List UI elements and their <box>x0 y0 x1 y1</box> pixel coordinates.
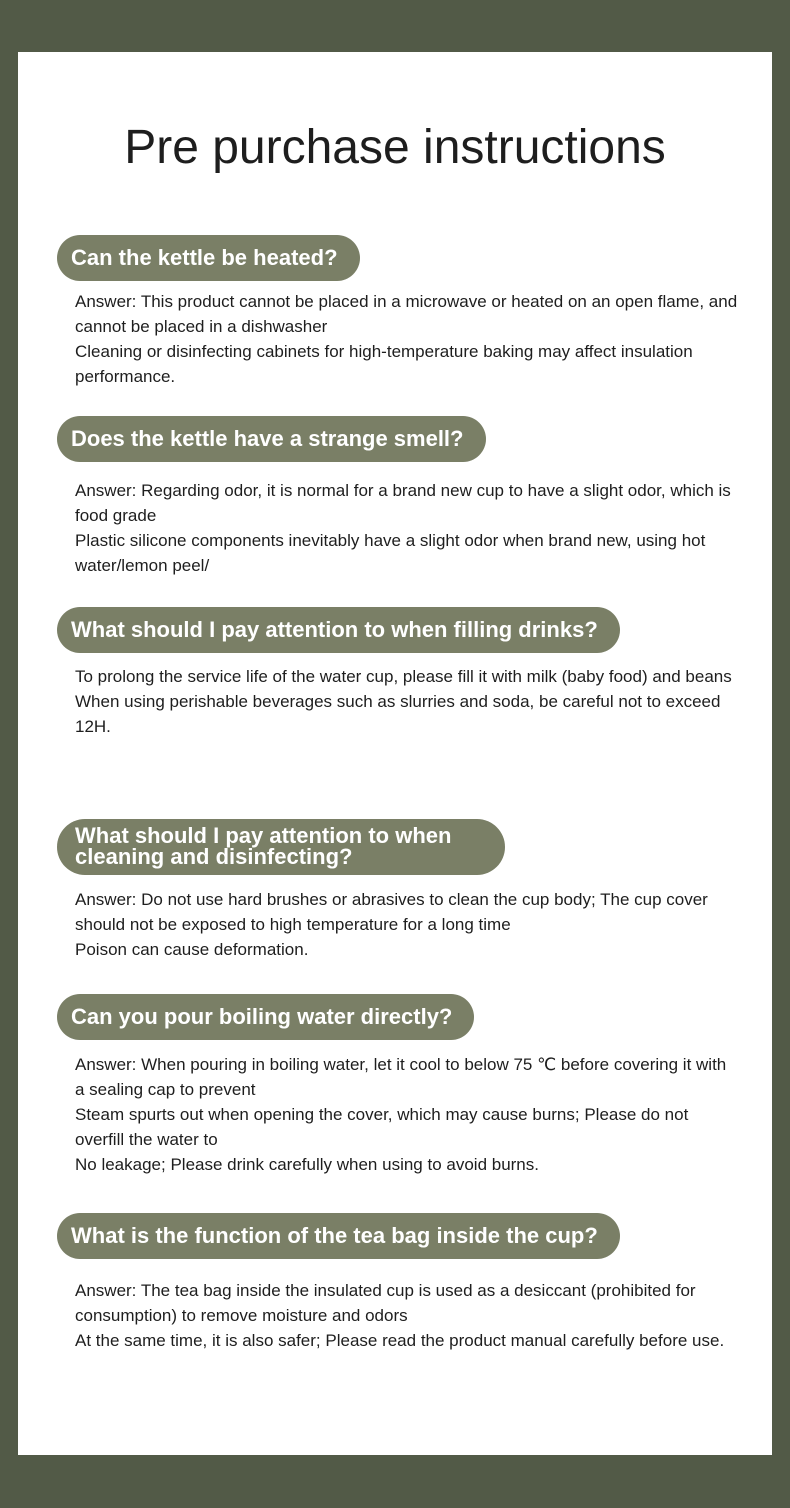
answer-paragraph: Plastic silicone components inevitably have a slight odor when brand new, using hot water/lemon peel/ <box>75 531 706 575</box>
answer-paragraph: Answer: Regarding odor, it is normal for a brand new cup to have a slight odor, which is food grade <box>75 481 731 525</box>
page-title: Pre purchase instructions <box>124 121 666 174</box>
answer-paragraph: Answer: When pouring in boiling water, let it cool to below 75 ℃ before covering it with a sealing cap to prevent <box>75 1055 727 1099</box>
answer-paragraph: Cleaning or disinfecting cabinets for high-temperature baking may affect insulation performance. <box>75 342 693 386</box>
answer-paragraph: When using perishable beverages such as slurries and soda, be careful not to exceed 12H. <box>75 692 721 736</box>
question-heading: Can you pour boiling water directly? <box>57 994 474 1040</box>
question-heading: Does the kettle have a strange smell? <box>57 416 486 462</box>
answer-text <box>75 887 740 962</box>
answer-paragraph: At the same time, it is also safer; Please read the product manual carefully before use. <box>75 1331 725 1350</box>
answer-paragraph: Answer: This product cannot be placed in a microwave or heated on an open flame, and cannot be placed in a dishwasher <box>75 292 738 336</box>
answer-paragraph: Poison can cause deformation. <box>75 940 309 959</box>
answer-paragraph: Answer: The tea bag inside the insulated cup is used as a desiccant (prohibited for consumption) to remove moisture and odors <box>75 1281 696 1325</box>
answer-text <box>75 289 740 389</box>
question-heading: What should I pay attention to when filling drinks? <box>57 607 620 653</box>
answer-paragraph: Steam spurts out when opening the cover, which may cause burns; Please do not overfill the water to <box>75 1105 689 1149</box>
question-heading: What is the function of the tea bag inside the cup? <box>57 1213 620 1259</box>
question-heading: What should I pay attention to when cleaning and disinfecting? <box>57 819 505 875</box>
content-card <box>18 52 772 1455</box>
answer-text <box>75 664 740 739</box>
answer-paragraph: Answer: Do not use hard brushes or abrasives to clean the cup body; The cup cover should not be exposed to high temperature for a long time <box>75 890 708 934</box>
answer-text <box>75 1278 740 1353</box>
answer-text <box>75 1052 740 1177</box>
question-heading: Can the kettle be heated? <box>57 235 360 281</box>
answer-paragraph: To prolong the service life of the water cup, please fill it with milk (baby food) and beans <box>75 667 732 686</box>
answer-paragraph: No leakage; Please drink carefully when using to avoid burns. <box>75 1155 539 1174</box>
answer-text <box>75 478 740 578</box>
